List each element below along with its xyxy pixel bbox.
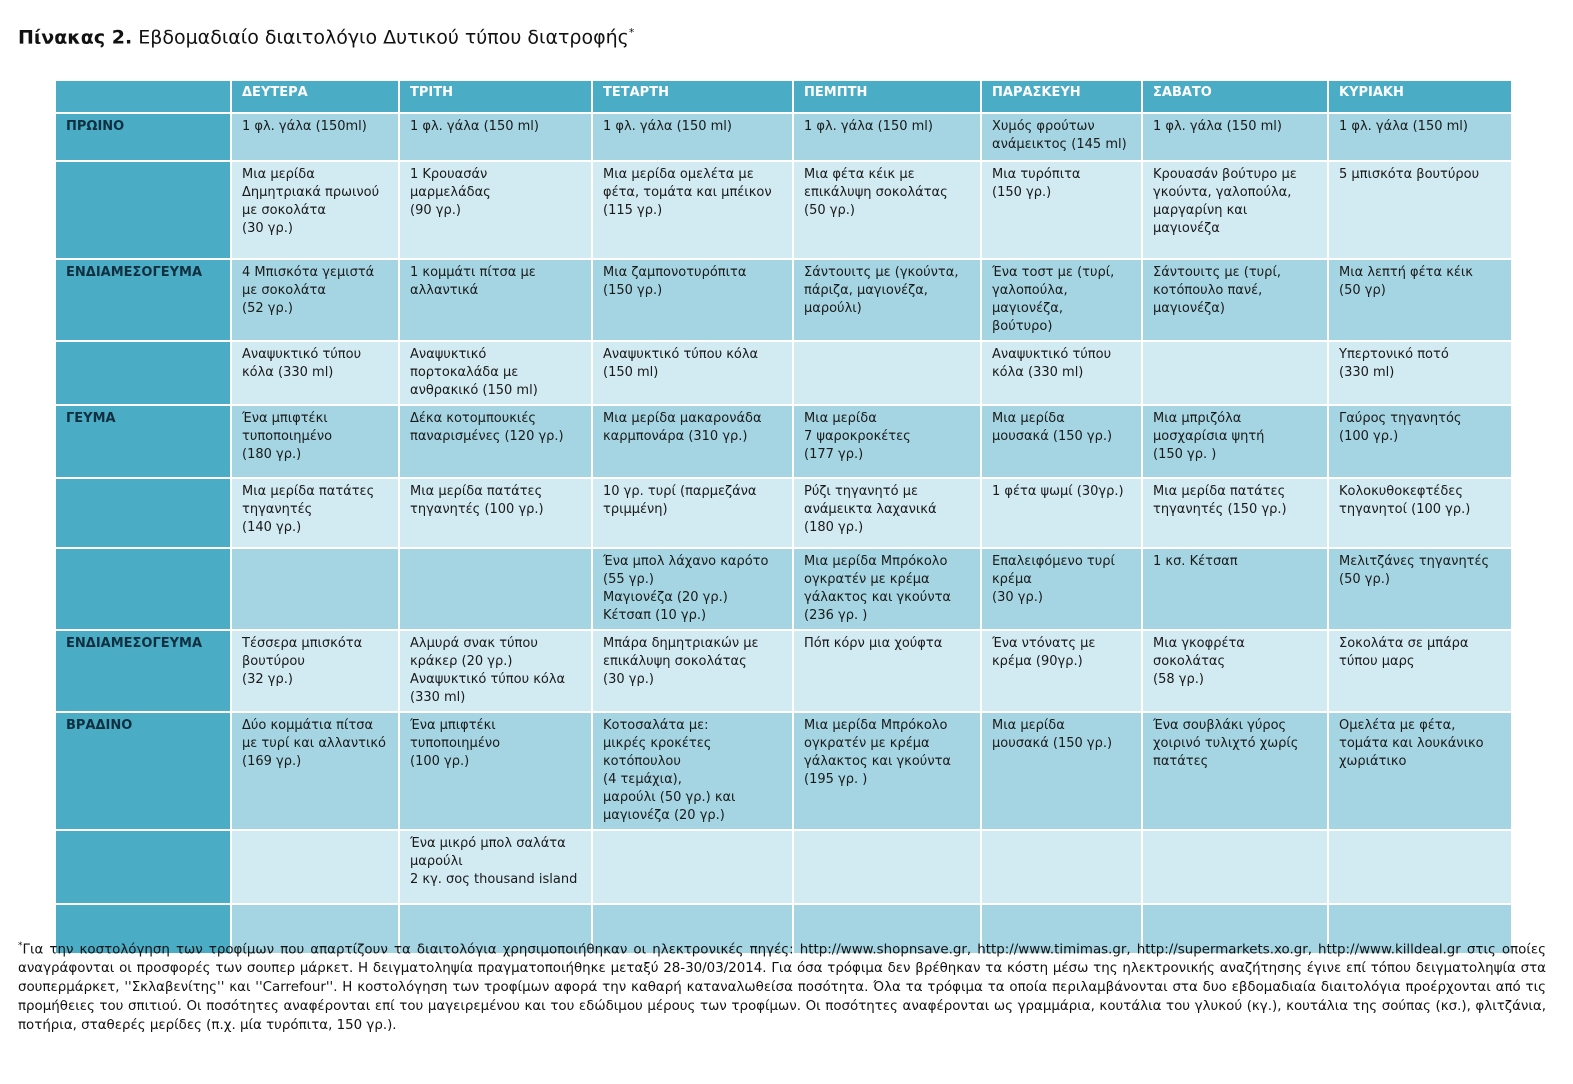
- menu-row: [55, 712, 1512, 830]
- menu-cell: [793, 478, 981, 548]
- menu-cell-line: ανάμεικτος (145 ml): [992, 137, 1127, 152]
- menu-cell-line: (30 γρ.): [992, 590, 1043, 605]
- menu-cell-line: (115 γρ.): [603, 203, 663, 218]
- menu-cell-line: φέτα, τομάτα και μπέικον: [603, 185, 772, 200]
- menu-cell-line: 7 ψαροκροκέτες: [804, 429, 911, 444]
- menu-cell-line: Επαλειφόμενο τυρί: [992, 554, 1115, 569]
- menu-cell-line: κρέμα (90γρ.): [992, 654, 1083, 669]
- meal-label: [55, 478, 231, 548]
- menu-cell: [1142, 259, 1328, 341]
- menu-cell-line: 2 κγ. σος thousand island: [410, 872, 578, 887]
- meal-label-line: ΕΝΔΙΑΜΕΣΟ: [66, 636, 153, 651]
- menu-cell: [399, 341, 592, 405]
- menu-cell-line: Ένα μπιφτέκι: [410, 718, 496, 733]
- menu-cell: [231, 630, 399, 712]
- menu-cell-line: Αναψυκτικό τύπου: [242, 347, 362, 362]
- day-header: ΤΡΙΤΗ: [399, 80, 592, 113]
- menu-cell: [399, 548, 592, 630]
- meal-label-line: ΓΕΥΜΑ: [152, 636, 203, 651]
- menu-cell: [592, 478, 793, 548]
- menu-cell: [981, 259, 1142, 341]
- menu-cell: [793, 161, 981, 259]
- menu-cell-line: ανάμεικτα λαχανικά: [804, 502, 937, 517]
- menu-cell-line: Ένα τοστ με (τυρί,: [992, 265, 1115, 280]
- menu-cell: [793, 830, 981, 904]
- menu-cell: [399, 113, 592, 161]
- menu-cell-line: (195 γρ. ): [804, 772, 868, 787]
- meal-label-line: ΓΕΥΜΑ: [152, 265, 203, 280]
- menu-cell-line: κράκερ (20 γρ.): [410, 654, 513, 669]
- menu-cell: [231, 478, 399, 548]
- menu-cell: [231, 830, 399, 904]
- menu-cell-line: επικάλυψη σοκολάτας: [804, 185, 948, 200]
- menu-cell: [1328, 712, 1512, 830]
- menu-cell-line: μαγιονέζα): [1153, 301, 1225, 316]
- menu-cell-line: Μια μερίδα: [242, 167, 315, 182]
- meal-label: [55, 630, 231, 712]
- meal-label: [55, 161, 231, 259]
- menu-cell-line: Δέκα κοτομπουκιές: [410, 411, 536, 426]
- menu-cell: [981, 630, 1142, 712]
- menu-cell-line: 1 φλ. γάλα (150 ml): [410, 119, 539, 134]
- menu-cell-line: βουτύρου: [242, 654, 305, 669]
- menu-cell-line: (330 ml): [1339, 365, 1395, 380]
- menu-cell-line: παναρισμένες (120 γρ.): [410, 429, 564, 444]
- menu-cell-line: γκούντα, γαλοπούλα,: [1153, 185, 1292, 200]
- menu-row: [55, 341, 1512, 405]
- menu-cell-line: Ομελέτα με φέτα,: [1339, 718, 1456, 733]
- menu-cell-line: Κοτοσαλάτα με:: [603, 718, 709, 733]
- menu-cell-line: (58 γρ.): [1153, 672, 1204, 687]
- menu-cell-line: Αλμυρά σνακ τύπου: [410, 636, 538, 651]
- menu-cell-line: με σοκολάτα: [242, 203, 326, 218]
- menu-cell-line: Κολοκυθοκεφτέδες: [1339, 484, 1463, 499]
- menu-cell-line: Σοκολάτα σε μπάρα: [1339, 636, 1469, 651]
- menu-cell: [981, 341, 1142, 405]
- menu-cell: [981, 712, 1142, 830]
- menu-cell: [592, 259, 793, 341]
- menu-cell-line: ογκρατέν με κρέμα: [804, 736, 930, 751]
- menu-cell-line: Υπερτονικό ποτό: [1339, 347, 1449, 362]
- menu-cell-line: Δύο κομμάτια πίτσα: [242, 718, 374, 733]
- menu-cell-line: (100 γρ.): [1339, 429, 1399, 444]
- footnote: [18, 937, 1546, 1035]
- menu-cell: [592, 113, 793, 161]
- menu-cell-line: επικάλυψη σοκολάτας: [603, 654, 747, 669]
- menu-cell-line: 1 φλ. γάλα (150 ml): [1339, 119, 1468, 134]
- meal-label: [55, 830, 231, 904]
- menu-cell: [1328, 630, 1512, 712]
- menu-cell-line: μαρούλι: [410, 854, 463, 869]
- menu-cell-line: τηγανητές: [242, 502, 313, 517]
- menu-cell-line: τυποποιημένο: [410, 736, 501, 751]
- menu-cell-line: Σάντουιτς με (γκούντα,: [804, 265, 959, 280]
- menu-cell-line: Αναψυκτικό: [410, 347, 487, 362]
- menu-cell-line: Μια μερίδα Μπρόκολο: [804, 554, 948, 569]
- menu-cell: [399, 478, 592, 548]
- menu-cell: [1328, 259, 1512, 341]
- menu-cell-line: μαργαρίνη και: [1153, 203, 1248, 218]
- menu-cell-line: βούτυρο): [992, 319, 1053, 334]
- header-row: [55, 80, 1512, 113]
- menu-cell: [1328, 478, 1512, 548]
- menu-cell-line: Μια τυρόπιτα: [992, 167, 1081, 182]
- menu-cell-line: (55 γρ.): [603, 572, 654, 587]
- menu-cell-line: με σοκολάτα: [242, 283, 326, 298]
- menu-cell: [793, 341, 981, 405]
- menu-cell: [981, 113, 1142, 161]
- menu-cell: [981, 830, 1142, 904]
- menu-cell-line: τυποποιημένο: [242, 429, 333, 444]
- menu-cell-line: Ένα μπολ λάχανο καρότο: [603, 554, 769, 569]
- menu-cell-line: σοκολάτας: [1153, 654, 1226, 669]
- menu-cell-line: μαρμελάδας: [410, 185, 491, 200]
- menu-cell: [1328, 548, 1512, 630]
- menu-cell-line: (50 γρ): [1339, 283, 1386, 298]
- menu-cell-line: 1 κσ. Κέτσαπ: [1153, 554, 1238, 569]
- meal-label-line: ΕΝΔΙΑΜΕΣΟ: [66, 265, 153, 280]
- menu-cell-line: μουσακά (150 γρ.): [992, 736, 1113, 751]
- menu-cell-line: Μια φέτα κέικ με: [804, 167, 915, 182]
- day-header: ΔΕΥΤΕΡΑ: [231, 80, 399, 113]
- menu-cell: [1142, 341, 1328, 405]
- menu-row: [55, 113, 1512, 161]
- caption-text: Εβδομαδιαίο διαιτολόγιο Δυτικού τύπου διατροφής: [132, 26, 629, 49]
- menu-cell: [592, 341, 793, 405]
- menu-cell-line: 1 φέτα ψωμί (30γρ.): [992, 484, 1124, 499]
- menu-cell-line: Μια μερίδα πατάτες: [242, 484, 375, 499]
- menu-cell-line: Μια μερίδα ομελέτα με: [603, 167, 754, 182]
- menu-cell-line: κοτόπουλο πανέ,: [1153, 283, 1263, 298]
- menu-cell: [981, 405, 1142, 478]
- menu-cell-line: Σάντουιτς με (τυρί,: [1153, 265, 1281, 280]
- menu-row: [55, 548, 1512, 630]
- menu-cell: [592, 712, 793, 830]
- menu-cell-line: (150 γρ.): [992, 185, 1052, 200]
- menu-cell-line: (180 γρ.): [804, 520, 864, 535]
- menu-cell-line: τομάτα και λουκάνικο: [1339, 736, 1484, 751]
- day-header: ΤΕΤΑΡΤΗ: [592, 80, 793, 113]
- menu-cell-line: μαγιονέζα (20 γρ.): [603, 808, 725, 823]
- menu-cell: [793, 630, 981, 712]
- menu-cell-line: Μια μπριζόλα: [1153, 411, 1242, 426]
- menu-cell-line: (32 γρ.): [242, 672, 293, 687]
- menu-cell: [399, 405, 592, 478]
- menu-cell-line: 1 Κρουασάν: [410, 167, 488, 182]
- menu-cell: [592, 161, 793, 259]
- menu-cell: [1328, 830, 1512, 904]
- day-header: ΠΕΜΠΤΗ: [793, 80, 981, 113]
- menu-cell-line: 4 Μπισκότα γεμιστά: [242, 265, 375, 280]
- meal-label: [55, 548, 231, 630]
- menu-cell-line: μουσακά (150 γρ.): [992, 429, 1113, 444]
- meal-label: [55, 405, 231, 478]
- menu-cell-line: Ρύζι τηγανητό με: [804, 484, 919, 499]
- menu-cell-line: Αναψυκτικό τύπου κόλα: [410, 672, 566, 687]
- menu-cell-line: κρέμα: [992, 572, 1032, 587]
- menu-cell: [1142, 712, 1328, 830]
- menu-cell-line: (30 γρ.): [242, 221, 293, 236]
- menu-cell-line: Μαγιονέζα (20 γρ.): [603, 590, 728, 605]
- meal-label-line: ΠΡΩΙΝΟ: [66, 119, 125, 134]
- menu-cell: [1328, 161, 1512, 259]
- menu-cell-line: καρμπονάρα (310 γρ.): [603, 429, 748, 444]
- menu-cell: [399, 830, 592, 904]
- menu-cell-line: Ένα μικρό μπολ σαλάτα: [410, 836, 566, 851]
- menu-cell: [793, 548, 981, 630]
- menu-cell-line: τηγανητοί (100 γρ.): [1339, 502, 1471, 517]
- menu-cell: [1142, 405, 1328, 478]
- menu-cell-line: 10 γρ. τυρί (παρμεζάνα: [603, 484, 757, 499]
- menu-cell-line: μαγιονέζα: [1153, 221, 1220, 236]
- menu-cell-line: αλλαντικά: [410, 283, 479, 298]
- menu-cell-line: Μια μερίδα Μπρόκολο: [804, 718, 948, 733]
- menu-cell-line: Τέσσερα μπισκότα: [242, 636, 363, 651]
- menu-cell: [1142, 113, 1328, 161]
- menu-row: [55, 259, 1512, 341]
- menu-row: [55, 830, 1512, 904]
- menu-cell-line: Αναψυκτικό τύπου: [992, 347, 1112, 362]
- menu-cell-line: Μια ζαμπονοτυρόπιτα: [603, 265, 747, 280]
- menu-cell-line: τηγανητές (150 γρ.): [1153, 502, 1287, 517]
- menu-cell-line: 5 μπισκότα βουτύρου: [1339, 167, 1480, 182]
- menu-cell: [1142, 630, 1328, 712]
- menu-cell-line: 1 φλ. γάλα (150ml): [242, 119, 367, 134]
- menu-cell-line: Κέτσαπ (10 γρ.): [603, 608, 707, 623]
- menu-cell: [231, 259, 399, 341]
- menu-row: [55, 405, 1512, 478]
- menu-cell: [981, 161, 1142, 259]
- menu-cell: [399, 712, 592, 830]
- menu-cell: [231, 712, 399, 830]
- menu-cell-line: Πόπ κόρν μια χούφτα: [804, 636, 943, 651]
- menu-cell: [1328, 405, 1512, 478]
- menu-cell-line: Χυμός φρούτων: [992, 119, 1095, 134]
- menu-cell-line: χωριάτικο: [1339, 754, 1407, 769]
- footnote-text: Για την κοστολόγηση των τροφίμων που απαρτίζουν τα διαιτολόγια χρησιμοποιήθηκαν οι ηλεκτρονικές πηγές: http://www.shopnsave.gr, http://www.timimas.gr, http://supermarkets.xo.gr, http://www.killdeal.gr στις οποίες αναγράφονται οι προσφορές των σουπερ μάρκετ. Η δειγματοληψία πραγματοποιήθηκε μεταξύ 28-30/03/2014. Για όσα τρόφιμα δεν βρέθηκαν τα κόστη μέσω της ηλεκτρονικής αναζήτησης έγινε επί τόπου δειγματοληψία στα σουπερμάρκετ, ''Σκλαβενίτης'' και ''Carrefour''. Η κοστολόγηση των τροφίμων αφορά την καθαρή καταναλωθείσα ποσότητα. Όλα τα τρόφιμα τα οποία περιλαμβάνονται στα δυο εβδομαδιαία διαιτολόγια προέρχονται από τις προμήθειες του σπιτιού. Οι ποσότητες αναφέρονται επί του μαγειρεμένου και του εδώδιμου μέρους των τροφίμων. Οι ποσότητες αναφέρονται ως γραμμάρια, κουτάλια του γλυκού (κγ.), κουτάλια της σούπας (κσ.), φλιτζάνια, ποτήρια, σταθερές μερίδες (π.χ. μία τυρόπιτα, 150 γρ.).: [18, 942, 1546, 1034]
- menu-cell: [399, 630, 592, 712]
- menu-cell-line: (150 ml): [603, 365, 659, 380]
- menu-cell-line: πάριζα, μαγιονέζα,: [804, 283, 928, 298]
- menu-cell-line: μαρούλι): [804, 301, 862, 316]
- menu-cell-line: (52 γρ.): [242, 301, 293, 316]
- menu-cell-line: (140 γρ.): [242, 520, 302, 535]
- menu-cell-line: Ένα σουβλάκι γύρος: [1153, 718, 1287, 733]
- menu-cell-line: 1 φλ. γάλα (150 ml): [603, 119, 732, 134]
- menu-cell-line: κοτόπουλου: [603, 754, 681, 769]
- menu-cell-line: Κρουασάν βούτυρο με: [1153, 167, 1297, 182]
- menu-cell-line: 1 φλ. γάλα (150 ml): [1153, 119, 1282, 134]
- menu-cell-line: τηγανητές (100 γρ.): [410, 502, 544, 517]
- menu-cell-line: Μια λεπτή φέτα κέικ: [1339, 265, 1473, 280]
- menu-cell-line: (236 γρ. ): [804, 608, 868, 623]
- menu-row: [55, 630, 1512, 712]
- menu-cell-line: (30 γρ.): [603, 672, 654, 687]
- menu-cell-line: κόλα (330 ml): [242, 365, 334, 380]
- menu-cell-line: Γαύρος τηγανητός: [1339, 411, 1462, 426]
- corner-cell: [55, 80, 231, 113]
- menu-cell: [981, 548, 1142, 630]
- meal-label-line: ΓΕΥΜΑ: [66, 411, 116, 426]
- menu-cell: [1328, 341, 1512, 405]
- menu-body: [55, 113, 1512, 954]
- menu-cell-line: Μια μερίδα: [804, 411, 877, 426]
- menu-cell-line: κόλα (330 ml): [992, 365, 1084, 380]
- menu-cell-line: Μια γκοφρέτα: [1153, 636, 1245, 651]
- menu-cell-line: πατάτες: [1153, 754, 1209, 769]
- menu-row: [55, 161, 1512, 259]
- menu-cell-line: Μια μερίδα: [992, 411, 1065, 426]
- menu-cell-line: μαγιονέζα,: [992, 301, 1063, 316]
- menu-cell: [231, 161, 399, 259]
- menu-cell: [1142, 548, 1328, 630]
- menu-cell-line: μοσχαρίσια ψητή: [1153, 429, 1265, 444]
- menu-cell-line: τύπου μαρς: [1339, 654, 1415, 669]
- day-header: ΠΑΡΑΣΚΕΥΗ: [981, 80, 1142, 113]
- menu-cell-line: (150 γρ.): [603, 283, 663, 298]
- caption-footnote-mark: *: [628, 26, 635, 39]
- meal-label: [55, 113, 231, 161]
- menu-cell-line: (169 γρ.): [242, 754, 302, 769]
- menu-cell-line: Μια μερίδα πατάτες: [410, 484, 543, 499]
- menu-cell-line: (100 γρ.): [410, 754, 470, 769]
- menu-cell-line: (180 γρ.): [242, 447, 302, 462]
- menu-cell-line: (90 γρ.): [410, 203, 461, 218]
- menu-cell-line: Μελιτζάνες τηγανητές: [1339, 554, 1490, 569]
- menu-cell-line: (177 γρ.): [804, 447, 864, 462]
- menu-cell: [231, 405, 399, 478]
- menu-cell: [231, 113, 399, 161]
- menu-cell-line: μαρούλι (50 γρ.) και: [603, 790, 736, 805]
- caption-label: Πίνακας 2.: [18, 26, 133, 49]
- menu-cell: [1142, 830, 1328, 904]
- menu-cell-line: (50 γρ.): [804, 203, 855, 218]
- menu-cell: [592, 830, 793, 904]
- menu-cell-line: Αναψυκτικό τύπου κόλα: [603, 347, 759, 362]
- menu-cell-line: Μια μερίδα: [992, 718, 1065, 733]
- menu-cell: [592, 548, 793, 630]
- menu-cell: [793, 712, 981, 830]
- menu-cell-line: Ένα μπιφτέκι: [242, 411, 328, 426]
- day-header: ΚΥΡΙΑΚΗ: [1328, 80, 1512, 113]
- meal-label-line: ΒΡΑΔΙΝΟ: [66, 718, 133, 733]
- menu-cell-line: 1 κομμάτι πίτσα με: [410, 265, 536, 280]
- meal-label: [55, 712, 231, 830]
- menu-cell-line: Ένα ντόνατς με: [992, 636, 1096, 651]
- menu-cell: [1142, 161, 1328, 259]
- menu-cell: [793, 405, 981, 478]
- menu-cell-line: πορτοκαλάδα με: [410, 365, 519, 380]
- menu-cell-line: Μια μερίδα πατάτες: [1153, 484, 1286, 499]
- menu-cell-line: γάλακτος και γκούντα: [804, 754, 951, 769]
- menu-cell: [981, 478, 1142, 548]
- meal-label: [55, 341, 231, 405]
- menu-row: [55, 478, 1512, 548]
- menu-cell-line: Δημητριακά πρωινού: [242, 185, 380, 200]
- menu-cell-line: γαλοπούλα,: [992, 283, 1068, 298]
- menu-cell-line: μικρές κροκέτες: [603, 736, 712, 751]
- menu-cell-line: με τυρί και αλλαντικό: [242, 736, 386, 751]
- menu-cell: [231, 341, 399, 405]
- menu-cell: [592, 630, 793, 712]
- menu-cell-line: (50 γρ.): [1339, 572, 1390, 587]
- meal-label: [55, 259, 231, 341]
- menu-cell-line: ανθρακικό (150 ml): [410, 383, 538, 398]
- menu-cell: [793, 259, 981, 341]
- menu-cell-line: τριμμένη): [603, 502, 668, 517]
- menu-cell: [793, 113, 981, 161]
- footnote-mark: *: [18, 941, 23, 951]
- menu-cell-line: 1 φλ. γάλα (150 ml): [804, 119, 933, 134]
- menu-cell-line: Μπάρα δημητριακών με: [603, 636, 759, 651]
- menu-cell-line: (150 γρ. ): [1153, 447, 1217, 462]
- day-header: ΣΑΒΑΤΟ: [1142, 80, 1328, 113]
- menu-cell-line: (330 ml): [410, 690, 466, 705]
- menu-cell: [231, 548, 399, 630]
- menu-cell: [1142, 478, 1328, 548]
- menu-cell: [399, 161, 592, 259]
- menu-cell-line: γάλακτος και γκούντα: [804, 590, 951, 605]
- menu-cell: [1328, 113, 1512, 161]
- menu-cell-line: (4 τεμάχια),: [603, 772, 682, 787]
- menu-cell: [399, 259, 592, 341]
- menu-cell-line: χοιρινό τυλιχτό χωρίς: [1153, 736, 1299, 751]
- table-caption: [18, 26, 634, 48]
- weekly-menu-table: [54, 79, 1513, 955]
- menu-cell-line: Μια μερίδα μακαρονάδα: [603, 411, 762, 426]
- menu-cell-line: ογκρατέν με κρέμα: [804, 572, 930, 587]
- menu-cell: [592, 405, 793, 478]
